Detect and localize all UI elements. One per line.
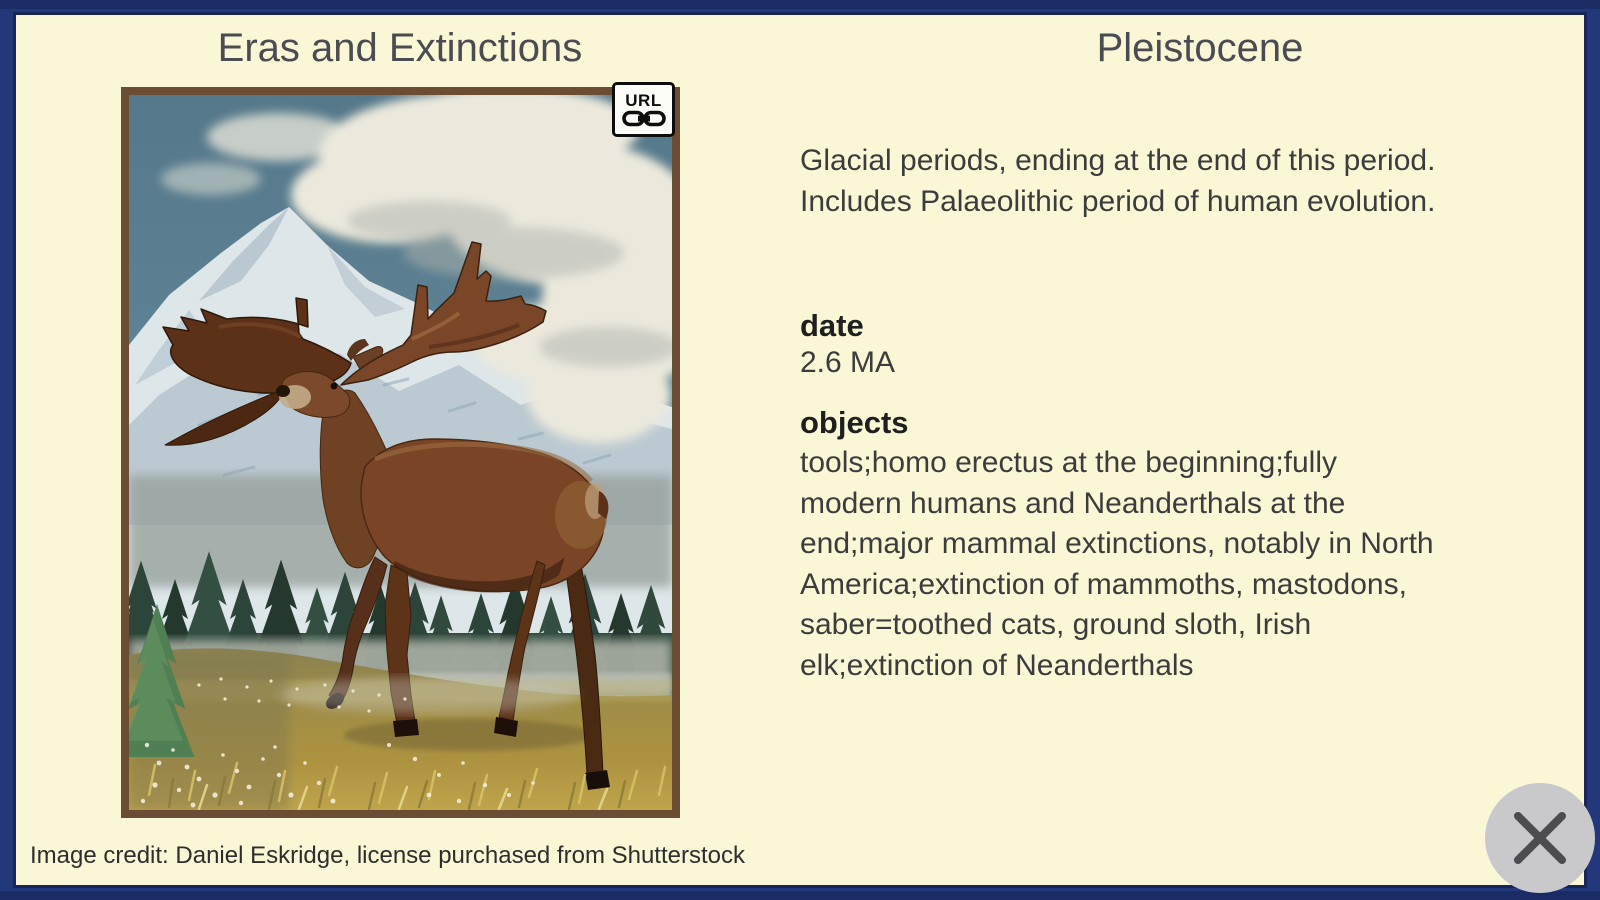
- close-button[interactable]: [1485, 783, 1595, 893]
- objects-line: modern humans and Neanderthals at the: [800, 486, 1346, 520]
- letterbox-bottom: [0, 891, 1600, 900]
- era-description: [800, 140, 1520, 222]
- era-title: Pleistocene: [1096, 26, 1304, 70]
- description-line: Glacial periods, ending at the end of this period.: [800, 144, 1436, 177]
- date-field-value: 2.6 MA: [800, 346, 896, 379]
- close-icon: [1485, 783, 1595, 893]
- objects-line: America;extinction of mammoths, mastodons,: [800, 567, 1407, 601]
- irish-elk-painting: [129, 95, 672, 810]
- date-field-label: date: [800, 308, 864, 343]
- objects-line: elk;extinction of Neanderthals: [800, 648, 1194, 682]
- objects-line: end;major mammal extinctions, notably in North: [800, 527, 1434, 561]
- objects-line: saber=toothed cats, ground sloth, Irish: [800, 608, 1312, 642]
- image-credit: Image credit: Daniel Eskridge, license purchased from Shutterstock: [30, 842, 745, 869]
- objects-line: tools;homo erectus at the beginning;fully: [800, 446, 1337, 479]
- description-line: Includes Palaeolithic period of human evolution.: [800, 185, 1436, 218]
- objects-field-label: objects: [800, 405, 909, 440]
- chain-link-icon: [621, 110, 667, 127]
- url-badge-label: URL: [625, 91, 662, 110]
- objects-field-value: [800, 443, 1530, 687]
- deck-title: Eras and Extinctions: [217, 26, 583, 70]
- letterbox-top: [0, 0, 1600, 9]
- era-image: [121, 87, 680, 818]
- url-badge-button[interactable]: [612, 82, 675, 137]
